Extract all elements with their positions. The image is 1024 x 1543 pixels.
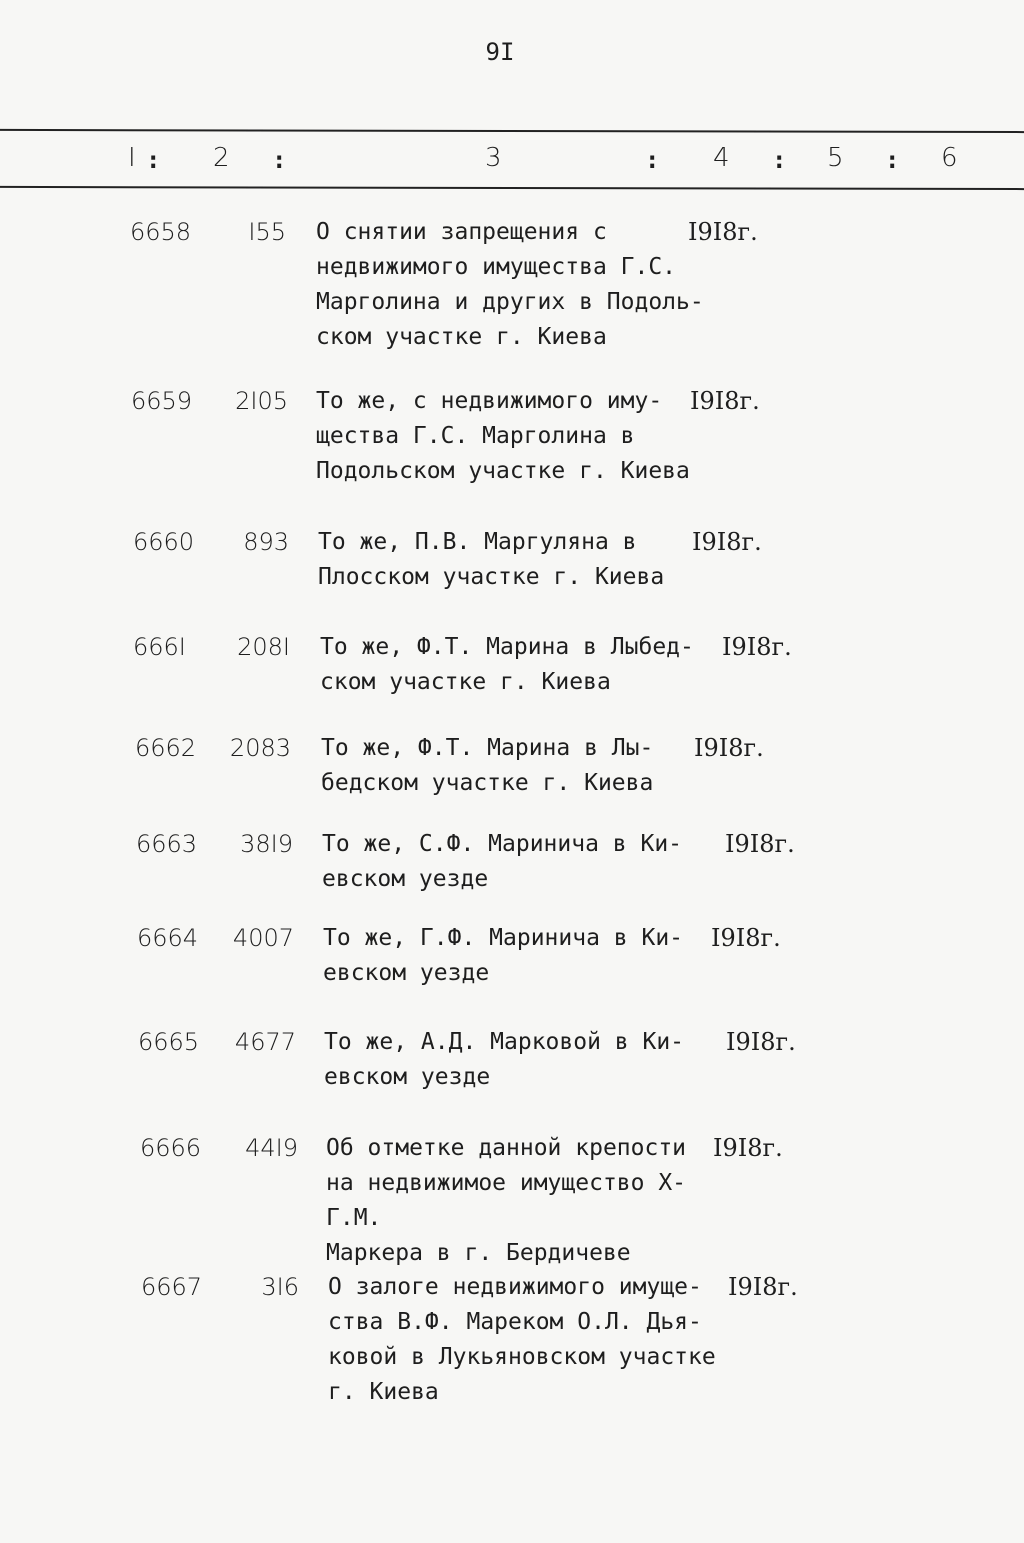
entry-description: О снятии запрещения с недвижимого имущества Г.С. Марголина и других в Подоль- ском участке г. Киева (316, 219, 704, 350)
col-header-5: 5 (827, 143, 844, 173)
col-sep: : (272, 146, 287, 174)
col-sep: : (772, 146, 787, 174)
col-header-3: 3 (485, 143, 502, 173)
entry-sheet: I55 (248, 218, 286, 246)
entry-number: 6663 (136, 830, 198, 858)
entry-description: О залоге недвижимого имуще- ства В.Ф. Мареком О.Л. Дья- ковой в Лукьяновском участке г. Киева (328, 1274, 716, 1405)
entry-number: 6662 (135, 734, 197, 762)
entry-year: I9I8г. (725, 830, 795, 858)
entry-sheet: 208I (237, 633, 290, 661)
entry-number: 6659 (131, 387, 193, 415)
entry-description: То же, Ф.Т. Марина в Лы- бедском участке г. Киева (321, 735, 654, 796)
entry-number: 666I (133, 633, 186, 661)
entry-year: I9I8г. (728, 1273, 798, 1301)
entry-sheet: 44I9 (245, 1134, 298, 1162)
entry-sheet: 893 (243, 528, 289, 556)
entry-number: 6665 (138, 1028, 200, 1056)
header-rule-top (0, 129, 1024, 133)
entry-sheet: 3I6 (261, 1273, 299, 1301)
header-rule-bottom (0, 186, 1024, 190)
entry-description: То же, Ф.Т. Марина в Лыбед- ском участке г. Киева (320, 634, 694, 695)
entry-description: То же, С.Ф. Маринича в Ки- евском уезде (322, 831, 683, 892)
entry-description: То же, Г.Ф. Маринича в Ки- евском уезде (323, 925, 684, 986)
entry-year: I9I8г. (722, 633, 792, 661)
col-header-6: 6 (941, 143, 958, 173)
col-header-1: I (128, 143, 136, 173)
entry-number: 6667 (141, 1273, 203, 1301)
entry-year: I9I8г. (690, 387, 760, 415)
col-sep: : (885, 146, 900, 174)
entry-sheet: 2083 (229, 734, 291, 762)
col-sep: : (645, 146, 660, 174)
entry-description: То же, П.В. Маргуляна в Плосском участке г. Киева (318, 529, 665, 590)
entry-number: 6658 (130, 218, 192, 246)
entry-year: I9I8г. (688, 218, 758, 246)
entry-year: I9I8г. (692, 528, 762, 556)
entry-year: I9I8г. (726, 1028, 796, 1056)
entry-number: 6666 (140, 1134, 202, 1162)
col-sep: : (146, 146, 161, 174)
entry-year: I9I8г. (694, 734, 764, 762)
entry-sheet: 38I9 (240, 830, 293, 858)
entry-description: То же, с недвижимого иму- щества Г.С. Марголина в Подольском участке г. Киева (316, 388, 690, 484)
entry-number: 6660 (133, 528, 195, 556)
entry-sheet: 4677 (234, 1028, 296, 1056)
entry-year: I9I8г. (713, 1134, 783, 1162)
col-header-4: 4 (713, 143, 730, 173)
entry-sheet: 4007 (232, 924, 294, 952)
page-number: 9I (485, 38, 515, 66)
entry-sheet: 2I05 (235, 387, 288, 415)
entry-number: 6664 (137, 924, 199, 952)
entry-description: То же, А.Д. Марковой в Ки- евском уезде (324, 1029, 685, 1090)
entry-year: I9I8г. (711, 924, 781, 952)
col-header-2: 2 (213, 143, 230, 173)
entry-description: Об отметке данной крепости на недвижимое имущество Х-Г.М. Маркера в г. Бердичеве (326, 1135, 687, 1266)
